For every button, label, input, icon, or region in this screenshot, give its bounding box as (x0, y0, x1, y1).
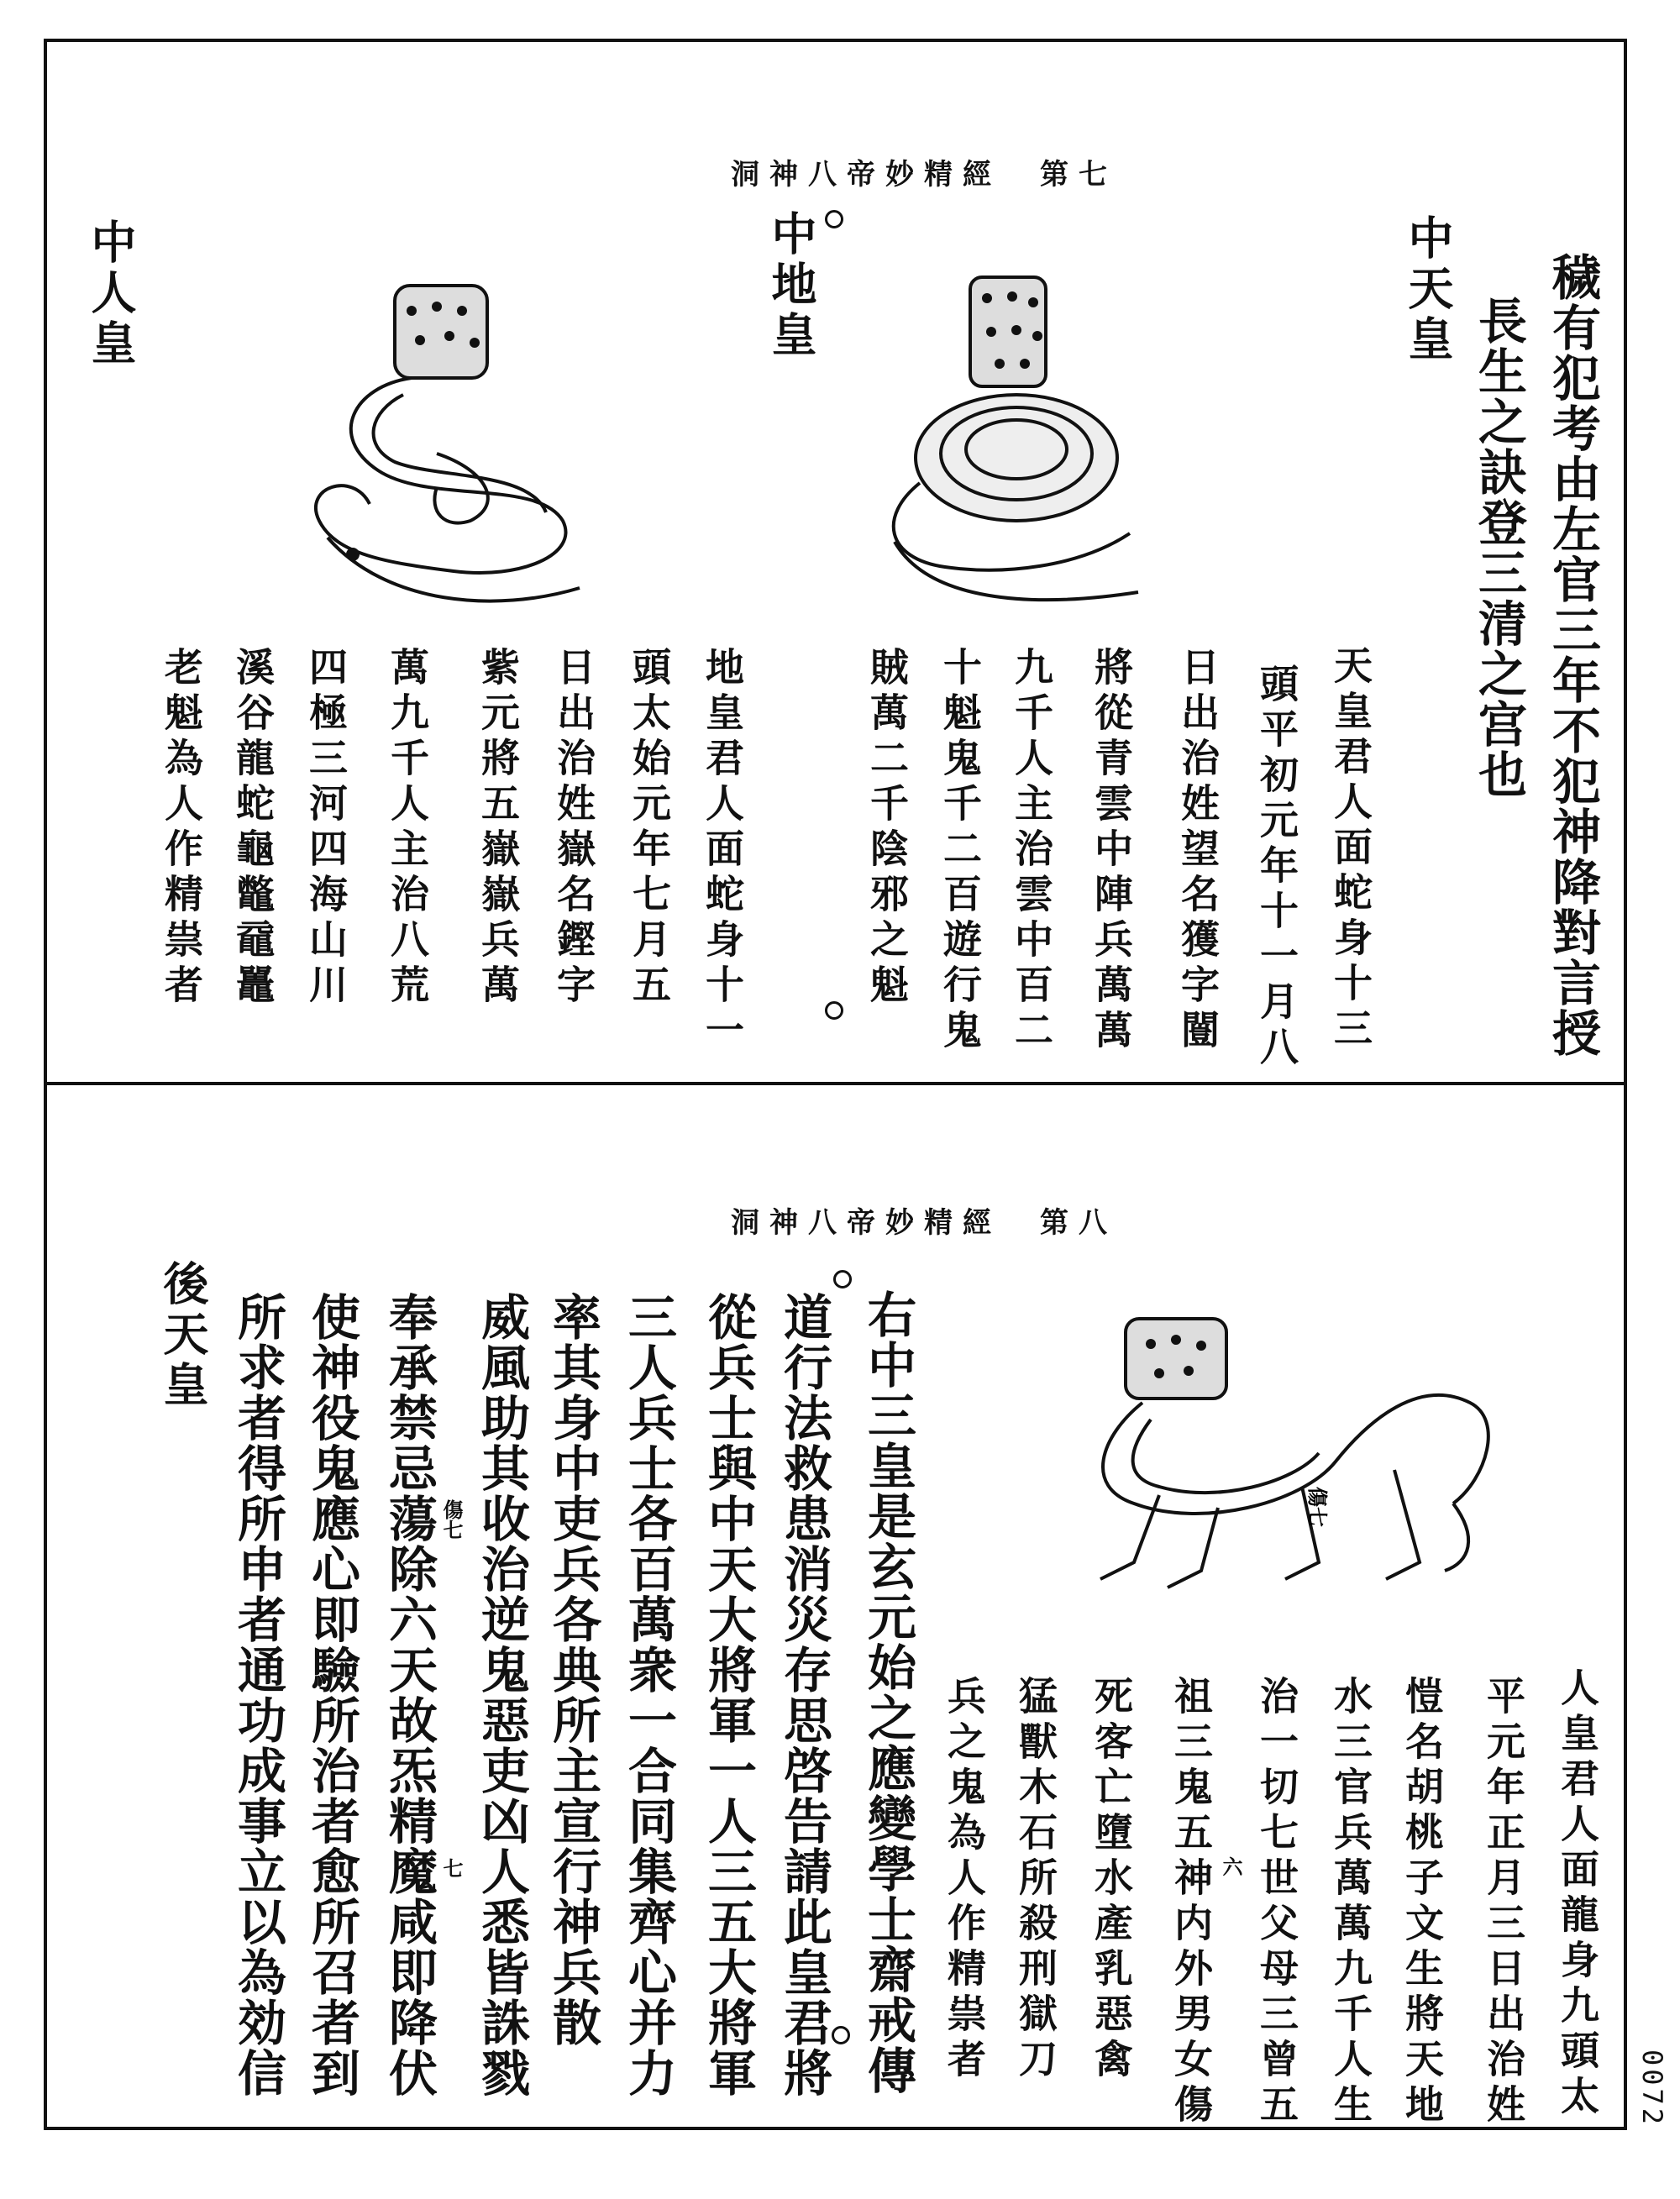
summary-line-9: 所求者得所申者通功成事立以為効信 (229, 1292, 286, 2098)
circle-marker (833, 1270, 852, 1288)
heaven-text-3: 日出治姓望名獲字闓 (1175, 647, 1221, 1055)
margin-note: 七 (439, 1858, 464, 1878)
human-text-1: 人皇君人面龍身九頭太 (1555, 1667, 1600, 2121)
human-text-2: 平元年正月三日出治姓 (1481, 1676, 1526, 2129)
summary-line-3: 從兵士與中天大將軍一人三五大將軍 (700, 1292, 757, 2098)
section-title-heaven: 中天皇 (1401, 214, 1455, 365)
circle-marker (825, 210, 843, 228)
earth-text-2: 頭太始元年七月五 (627, 647, 672, 1010)
human-text-3: 愷名胡桃子文生將天地 (1399, 1676, 1445, 2129)
heaven-text-7: 賊萬二千陰邪之魁 (864, 647, 910, 1010)
heaven-text-1: 天皇君人面蛇身十三 (1328, 645, 1373, 1053)
human-text-5: 治一切七世父母三曾五 (1254, 1676, 1299, 2129)
section-title-earth: 中地皇 (764, 210, 818, 361)
dragon-illustration (1033, 1310, 1504, 1630)
summary-line-8: 使神役鬼應心即驗所治者愈所召者到 (303, 1292, 360, 2098)
earth-text-3: 日出治姓嶽名鏗字 (551, 647, 596, 1010)
dragon-note: 傷七 (1305, 1487, 1330, 1527)
earth-text-1: 地皇君人面蛇身十一 (700, 647, 745, 1055)
human-text-9: 兵之鬼為人作精祟者 (942, 1676, 987, 2084)
summary-line-4: 三人兵士各百萬衆一合同集齊心并力 (620, 1292, 677, 2098)
serpent-illustration-heaven (861, 265, 1180, 617)
summary-line-5: 率其身中吏兵各典所主宣行神兵散 (544, 1292, 601, 2048)
section-title-human: 中人皇 (84, 218, 138, 370)
human-text-8: 猛獸木石所殺刑獄刀 (1013, 1676, 1058, 2084)
summary-line-7: 奉承禁忌蕩除六天故炁精魔咸即降伏 (381, 1292, 438, 2098)
intro-line-1: 穢有犯考由左官三年不犯神降對言授 (1544, 252, 1601, 1058)
page-number: 0072 (1636, 2049, 1668, 2128)
serpent-illustration-human (286, 269, 638, 622)
earth-text-4: 紫元將五嶽嶽兵萬 (475, 647, 521, 1010)
earth-text-5: 萬九千人主治八荒 (385, 647, 430, 1010)
heaven-text-6: 十魁鬼千二百遊行鬼 (937, 647, 983, 1055)
heaven-text-4: 將從青雲中陣兵萬萬 (1089, 647, 1134, 1055)
earth-text-6: 四極三河四海山川 (303, 647, 349, 1010)
summary-line-1: 右中三皇是玄元始之應變學士齋戒傳 (859, 1289, 916, 2096)
earth-text-8: 老魁為人作精祟者 (159, 647, 204, 1010)
human-text-7: 死客亡墮水產乳惡禽 (1089, 1676, 1134, 2084)
heaven-text-5: 九千人主治雲中百二 (1009, 647, 1054, 1055)
summary-line-6: 威風助其收治逆鬼惡吏凶人悉皆誅戮 (473, 1292, 530, 2098)
section-title-later-heaven: 後天皇 (156, 1260, 210, 1411)
margin-note: 六 (1219, 1856, 1243, 1876)
circle-marker (825, 1001, 843, 1020)
human-text-4: 水三官兵萬萬九千人生 (1328, 1676, 1373, 2129)
earth-text-7: 溪谷龍蛇龜鼈黿鼉 (230, 647, 276, 1010)
intro-line-2: 長生之訣登三清之宫也 (1470, 296, 1527, 800)
lower-header: 洞神八帝妙精經 第八 (731, 1206, 1117, 1240)
panel-divider (44, 1082, 1627, 1085)
margin-note: 傷七 (439, 1499, 464, 1540)
summary-line-2: 道行法救患消災存思啓告請此皇君將 (775, 1292, 832, 2098)
heaven-text-2: 頭平初元年十一月八 (1254, 664, 1299, 1072)
human-text-6: 祖三鬼五神内外男女傷 (1168, 1676, 1214, 2129)
upper-header: 洞神八帝妙精經 第七 (731, 158, 1117, 192)
